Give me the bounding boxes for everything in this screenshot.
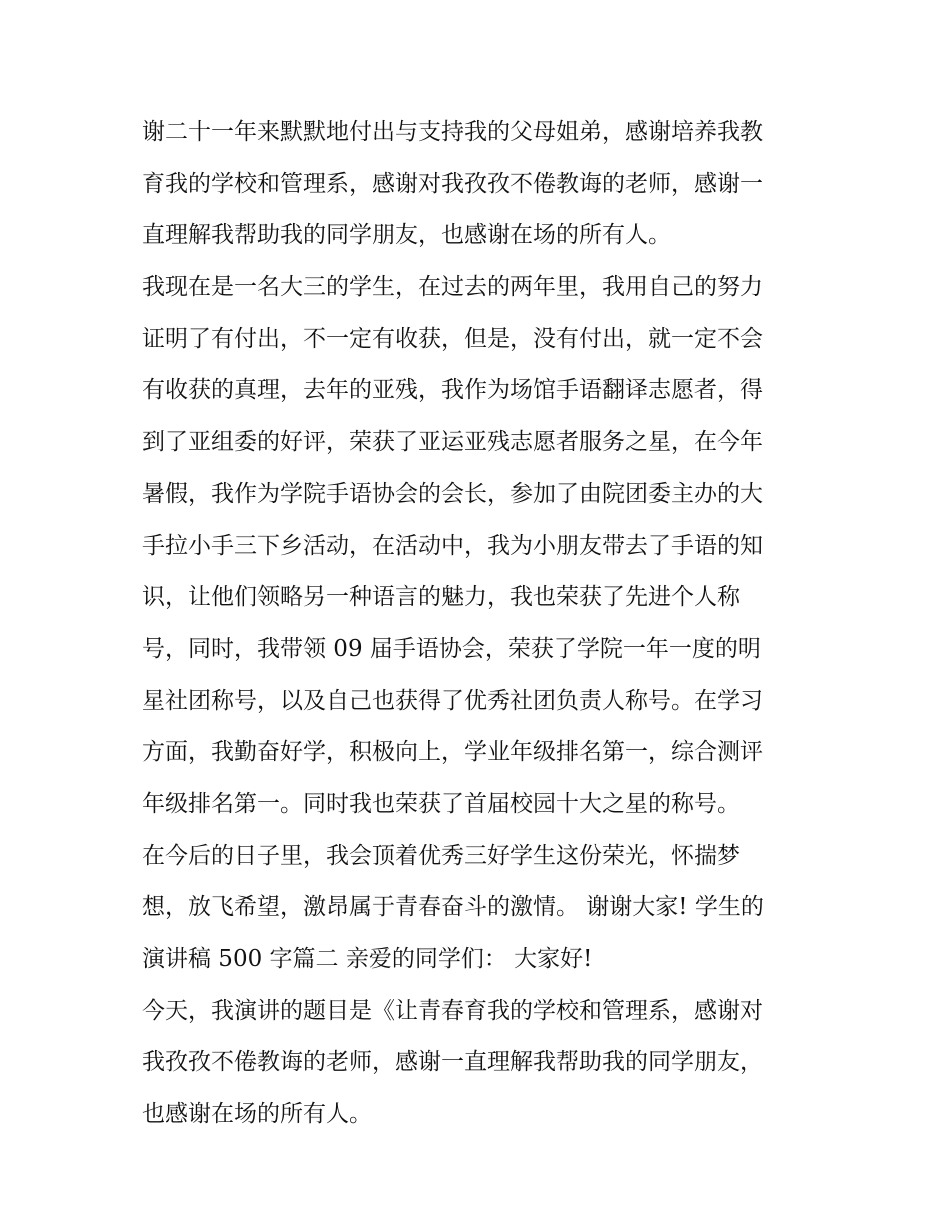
text-line: 方面，我勤奋好学，积极向上，学业年级排名第一，综合测评 (142, 739, 763, 766)
text-line: 我现在是一名大三的学生，在过去的两年里，我用自己的努力 (142, 274, 763, 301)
text-line: 星社团称号，以及自己也获得了优秀社团负责人称号。在学习 (142, 687, 763, 714)
document-body (142, 107, 822, 1141)
text-line: 育我的学校和管理系，感谢对我孜孜不倦教诲的老师，感谢一 (142, 170, 763, 197)
text-line: 我孜孜不倦教诲的老师，感谢一直理解我帮助我的同学朋友， (142, 1049, 763, 1076)
text-line: 演讲稿 500 字篇二 亲爱的同学们： 大家好! (142, 946, 593, 972)
text-line: 有收获的真理，去年的亚残，我作为场馆手语翻译志愿者，得 (142, 377, 763, 404)
text-line: 今天，我演讲的题目是《让青春育我的学校和管理系，感谢对 (142, 997, 763, 1024)
text-line: 想，放飞希望，激昂属于青春奋斗的激情。 谢谢大家! 学生的 (142, 894, 764, 921)
text-line: 到了亚组委的好评，荣获了亚运亚残志愿者服务之星，在今年 (142, 429, 763, 456)
text-line: 在今后的日子里，我会顶着优秀三好学生这份荣光，怀揣梦 (142, 842, 740, 869)
text-line: 号，同时，我带领 09 届手语协会，荣获了学院一年一度的明 (142, 635, 761, 662)
text-line: 直理解我帮助我的同学朋友，也感谢在场的所有人。 (142, 222, 671, 249)
text-line: 谢二十一年来默默地付出与支持我的父母姐弟，感谢培养我教 (142, 119, 763, 145)
text-line: 识，让他们领略另一种语言的魅力，我也荣获了先进个人称 (142, 584, 740, 611)
text-line: 也感谢在场的所有人。 (142, 1101, 372, 1128)
text-line: 年级排名第一。同时我也荣获了首届校园十大之星的称号。 (142, 790, 740, 817)
text-line: 手拉小手三下乡活动，在活动中，我为小朋友带去了手语的知 (142, 532, 763, 559)
text-line: 暑假，我作为学院手语协会的会长，参加了由院团委主办的大 (142, 480, 763, 507)
text-line: 证明了有付出，不一定有收获，但是，没有付出，就一定不会 (142, 325, 763, 352)
